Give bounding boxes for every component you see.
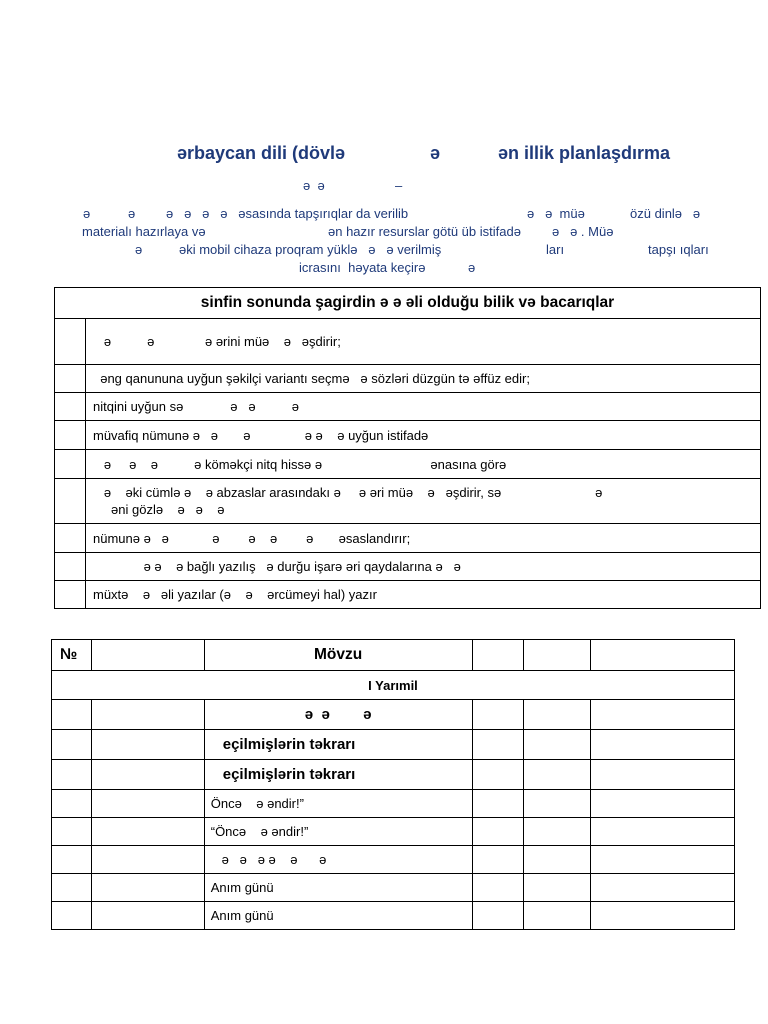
semester-label: I Yarımil (52, 671, 735, 700)
intro-fragment: materialı hazırlaya və (82, 224, 206, 239)
row-number-cell (55, 393, 86, 421)
cell (591, 730, 735, 760)
outcome-text: ə ə ə ərini müə ə əşdirir; (86, 319, 761, 365)
number-cell (52, 730, 92, 760)
outcomes-table (54, 287, 761, 609)
intro-fragment: ə (468, 260, 476, 275)
intro-fragment: ları (546, 242, 565, 257)
cell (91, 730, 204, 760)
row-number-cell (55, 553, 86, 581)
number-cell (52, 760, 92, 790)
cell (472, 700, 524, 730)
col-topic-header: Mövzu (204, 640, 472, 671)
cell (524, 846, 591, 874)
header-cell (524, 640, 591, 671)
row-number-cell (55, 450, 86, 479)
cell (591, 700, 735, 730)
cell (472, 818, 524, 846)
outcomes-header-row (55, 288, 761, 319)
intro-fragment: tapşı ıqları (648, 242, 709, 257)
table-row (52, 818, 735, 846)
cell (91, 846, 204, 874)
topic-cell: ə ə ə (204, 700, 472, 730)
topic-cell: eçilmişlərin təkrarı (204, 760, 472, 790)
table-row (55, 581, 761, 609)
outcomes-heading: sinfin sonunda şagirdin ə ə əli olduğu bilik və bacarıqlar (55, 288, 761, 319)
intro-fragment: ən hazır resurslar götü üb istifadə (328, 224, 521, 239)
cell (524, 730, 591, 760)
table-row (55, 524, 761, 553)
number-cell (52, 874, 92, 902)
cell (91, 700, 204, 730)
intro-fragment: ə (135, 242, 143, 257)
cell (472, 874, 524, 902)
outcome-text: ə ə ə ə köməkçi nitq hissə ə ənasına görə (86, 450, 761, 479)
cell (91, 902, 204, 930)
col-number-header: № (52, 640, 92, 671)
outcome-text: nitqini uyğun sə ə ə ə (86, 393, 761, 421)
cell (524, 902, 591, 930)
subtitle (0, 178, 768, 196)
outcome-text: nümunə ə ə ə ə ə ə əsaslandırır; (86, 524, 761, 553)
table-row (55, 393, 761, 421)
topic-cell: Öncə ə əndir!” (204, 790, 472, 818)
cell (591, 790, 735, 818)
cell (524, 790, 591, 818)
cell (472, 760, 524, 790)
intro-line-2 (78, 223, 728, 241)
number-cell (52, 846, 92, 874)
number-cell (52, 700, 92, 730)
table-row (52, 874, 735, 902)
intro-fragment: əki mobil cihaza proqram yüklə ə ə verilmiş (179, 242, 442, 257)
header-cell (591, 640, 735, 671)
topic-cell: Anım günü (204, 874, 472, 902)
cell (524, 818, 591, 846)
table-row (52, 760, 735, 790)
cell (591, 846, 735, 874)
table-row (52, 902, 735, 930)
table-row (55, 479, 761, 524)
intro-fragment: ə (83, 206, 91, 221)
cell (524, 700, 591, 730)
intro-line-1 (78, 205, 728, 223)
outcome-text: ə ə ə bağlı yazılış ə durğu işarə əri qaydalarına ə ə (86, 553, 761, 581)
cell (472, 846, 524, 874)
intro-line-4 (78, 259, 728, 277)
topic-cell: ə ə ə ə ə ə (204, 846, 472, 874)
topic-cell: eçilmişlərin təkrarı (204, 730, 472, 760)
row-number-cell (55, 581, 86, 609)
table-row (52, 790, 735, 818)
subtitle-part-1: ə ə (303, 178, 325, 193)
semester-row (52, 671, 735, 700)
table-row (55, 365, 761, 393)
table-row (52, 846, 735, 874)
number-cell (52, 902, 92, 930)
number-cell (52, 790, 92, 818)
cell (91, 790, 204, 818)
cell (472, 730, 524, 760)
intro-paragraph (78, 205, 728, 277)
intro-fragment: ə (128, 206, 136, 221)
header-cell (472, 640, 524, 671)
table-row (55, 421, 761, 450)
intro-fragment: icrasını həyata keçirə (299, 260, 426, 275)
row-number-cell (55, 421, 86, 450)
outcome-text: müxtə ə əli yazılar (ə ə ərcümeyi hal) yazır (86, 581, 761, 609)
header-cell (91, 640, 204, 671)
outcome-text-two-lines: ə əki cümlə ə ə abzaslar arasındakı ə ə əri müə ə əşdirir, sə ə əni gözlə ə ə ə (103, 485, 603, 517)
title-part-3: ən illik planlaşdırma (498, 143, 671, 163)
plan-header-row (52, 640, 735, 671)
number-cell (52, 818, 92, 846)
row-number-cell (55, 319, 86, 365)
cell (591, 902, 735, 930)
intro-line-3 (78, 241, 728, 259)
title-part-2: ə (430, 143, 441, 163)
topic-cell: Anım günü (204, 902, 472, 930)
outcome-text (86, 479, 761, 524)
table-row (55, 553, 761, 581)
cell (472, 902, 524, 930)
outcome-text: müvafiq nümunə ə ə ə ə ə ə uyğun istifadə (86, 421, 761, 450)
intro-fragment: ə ə müə (527, 206, 585, 221)
cell (591, 874, 735, 902)
row-number-cell (55, 365, 86, 393)
plan-table (51, 639, 735, 930)
table-row (52, 700, 735, 730)
outcome-text: əng qanununa uyğun şəkilçi variantı seçmə ə sözləri düzgün tə əffüz edir; (86, 365, 761, 393)
subtitle-part-2: – (395, 178, 403, 193)
row-number-cell (55, 524, 86, 553)
page-title (0, 143, 768, 167)
table-row (52, 730, 735, 760)
table-row (55, 450, 761, 479)
intro-fragment: ə ə . Müə (552, 224, 614, 239)
cell (591, 760, 735, 790)
title-part-1: ərbaycan dili (dövlə (177, 143, 346, 163)
row-number-cell (55, 479, 86, 524)
intro-fragment: ə ə ə ə əsasında tapşırıqlar da verilib (166, 206, 409, 221)
intro-fragment: özü dinlə ə (630, 206, 701, 221)
cell (591, 818, 735, 846)
cell (472, 790, 524, 818)
cell (91, 818, 204, 846)
cell (524, 760, 591, 790)
topic-cell: “Öncə ə əndir!” (204, 818, 472, 846)
cell (91, 874, 204, 902)
cell (524, 874, 591, 902)
table-row (55, 319, 761, 365)
cell (91, 760, 204, 790)
